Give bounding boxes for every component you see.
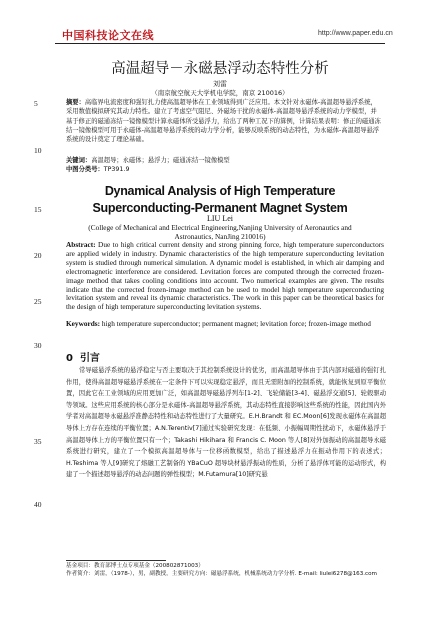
en-affiliation <box>0 223 440 241</box>
journal-logo: 中国科技论文在线 <box>62 29 154 42</box>
line-number: 5 <box>34 99 38 108</box>
en-keywords <box>66 320 384 329</box>
cn-abstract-label: 摘要： <box>66 99 85 106</box>
en-title-line2: Superconducting-Permanent Magnet System <box>92 201 348 215</box>
footnote-bio: 作者简介：刘雷，（1978-），男，副教授，主要研究方向：磁悬浮系统，机械系统动力学分析. E-mail: liulei6278@163.com <box>66 571 378 577</box>
section-number: 0 <box>66 353 73 364</box>
cn-author: 刘雷 <box>213 80 227 88</box>
line-number: 15 <box>34 205 42 214</box>
intro-paragraph: 常导磁悬浮系统的悬浮稳定与否主要取决于其控制系统设计的优劣，而高温超导体由于其内部对磁通的强钉扎作用，使得高温超导磁悬浮系统在一定条件下可以实现稳定悬浮，而且无需附加的控制系统，就能恢复到原平衡位置，因此它在工业领域的应用更加广泛，如高温超导磁悬浮列车[1-2]、飞轮储能[3-4]、磁悬浮交通[5]、轮毂驱动等领域。这些应用系统的核心部分是永磁体-高温超导悬浮系统，其动态特性直接影响这些系统的性能，因此国内外学者对高温超导永磁悬浮准静态特性和动态特性进行了大量研究。E.H.Brandt 和 EC.Moon[6]发现永磁体在高温超导体上方存在连续的平衡位置；A.N.Terentiv[7]通过实验研究发现：在低频、小振幅周期性扰动下，永磁体悬浮于高温超导体上方的平衡位置只有一个；Takashi Hikihara 和 Francis C. Moon 等人[8]对外加振动的高温超导永磁系统进行研究，建立了一个模拟高温超导体与一位移函数模型，给出了描述悬浮力在振动作用下的表述式；H.Teshima 等人[9]研究了熔融工艺制备的 YBaCuO 超导块材悬浮振动的性质，分析了悬浮体可能的运动形式，构建了一个描述超导悬浮的动态问题的弹性模型；M.Futamura[10]研究悬 <box>66 367 386 479</box>
footnote-fund: 基金项目：教育部博士点专项基金（200802871003） <box>66 563 204 569</box>
line-number: 30 <box>34 341 42 350</box>
en-abstract-text: Due to high critical current density and strong pinning force, high temperature superconductors are applied widely in industry. Dynamic characteristics of the high temperature superconducting levitation system is studied through numerical simulation. A dynamic model is established, in which air damping and electromagnetic interference are considered. Levitation forces are computed through the corrected frozen-image method that takes cooling conditions into account. Two numerical examples are given. The results indicate that the corrected frozen-image method can be used to model high temperature superconducting levitation system and reveal its dynamic characteristics. The work in this paper can be theoretical basics for the design of high temperature superconducting levitation systems. <box>66 240 384 312</box>
en-affiliation-line1: (College of Mechanical and Electrical Engineering,Nanjing University of Aeronautics and <box>88 223 352 232</box>
en-title <box>0 183 440 217</box>
line-number: 25 <box>34 297 42 306</box>
section-heading <box>66 349 100 364</box>
cn-abstract <box>66 98 382 144</box>
journal-url[interactable]: http://www.paper.edu.cn <box>318 30 393 37</box>
line-number: 35 <box>34 437 42 446</box>
en-affiliation-line2: Astronautics, NanJing 210016) <box>174 232 266 241</box>
cn-clc <box>66 165 382 174</box>
line-number: 10 <box>34 146 42 155</box>
cn-clc-label: 中图分类号： <box>66 166 104 173</box>
cn-abstract-text: 高临界电流密度和强钉扎力使高温超导体在工业领域得到广泛应用。本文针对永磁体-高温超导悬浮系统，采用数值模拟研究其动力特性。建立了考虑空气阻尼、外磁场干扰的永磁体-高温超导悬浮系统的动力学模型，并基于修正的磁通冻结一镜像模型计算永磁体所受悬浮力，给出了两种工况下的算例，计算结果表明：修正的磁通冻结一镜像模型可用于永磁体-高温超导悬浮系统的动力学分析，能够反映系统的动态特性，为永磁体-高温超导悬浮系统的设计奠定了理论基础。 <box>66 99 381 144</box>
en-keywords-label: Keywords: <box>66 319 101 328</box>
cn-clc-text: TP391.9 <box>103 166 130 173</box>
en-author: LIU Lei <box>207 214 233 223</box>
en-title-line1: Dynamical Analysis of High Temperature <box>104 184 336 198</box>
en-abstract-label: Abstract: <box>66 240 96 249</box>
cn-affiliation: （南京航空航天大学机电学院，南京 210016） <box>151 89 289 97</box>
en-keywords-text: high temperature superconductor; permanent magnet; levitation force; frozen-image method <box>100 319 371 328</box>
cn-keywords-text: 高温超导；永磁体；悬浮力；磁通冻结一镜像模型 <box>91 157 230 164</box>
cn-keywords <box>66 156 382 165</box>
header-rule <box>55 43 385 44</box>
line-number: 40 <box>34 500 42 509</box>
cn-keywords-label: 关键词： <box>66 157 92 164</box>
footnote-rule <box>66 560 166 561</box>
en-abstract <box>66 241 384 312</box>
cn-title: 高温超导－永磁悬浮动态特性分析 <box>111 61 329 77</box>
section-title: 引言 <box>79 353 100 364</box>
line-number: 20 <box>34 251 42 260</box>
